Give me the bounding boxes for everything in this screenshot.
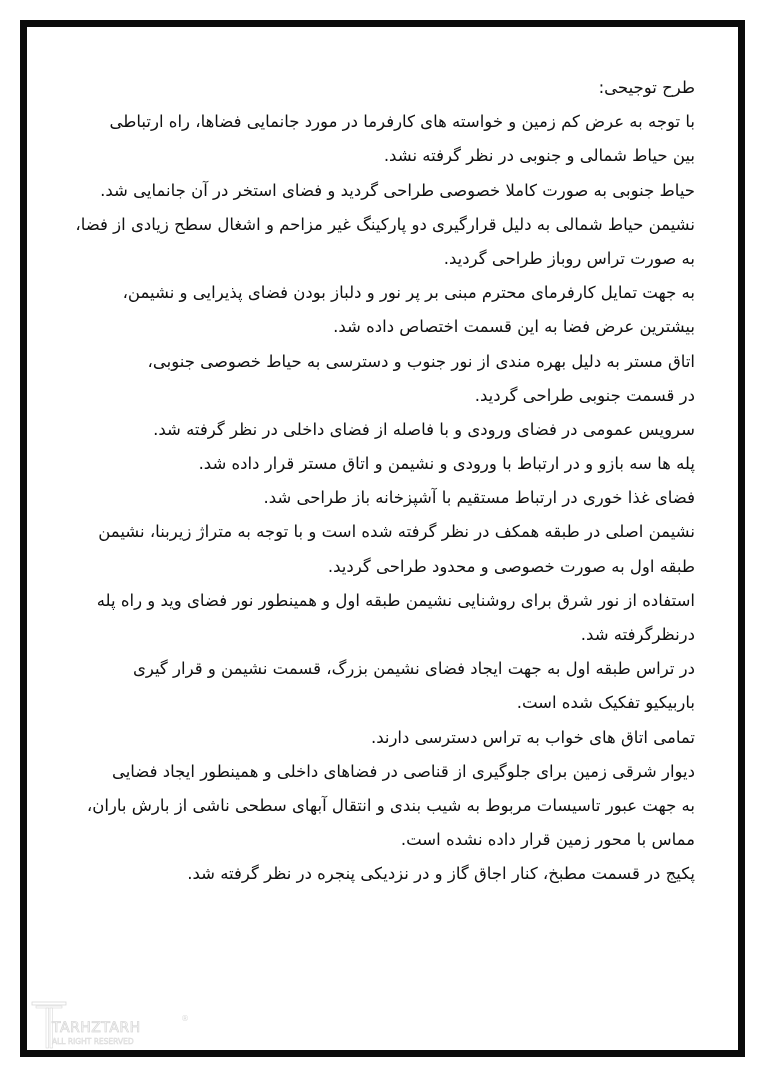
design-explanation-text <box>55 71 695 892</box>
text-line: بیشترین عرض فضا به این قسمت اختصاص داده شد. <box>333 317 695 337</box>
text-line: حیاط جنوبی به صورت کاملا خصوصی طراحی گردید و فضای استخر در آن جانمایی شد. <box>100 180 695 200</box>
text-line: فضای غذا خوری در ارتباط مستقیم با آشپزخانه باز طراحی شد. <box>263 488 695 508</box>
registered-mark: ® <box>181 1014 189 1023</box>
text-line: با توجه به عرض کم زمین و خواسته های کارفرما در مورد جانمایی فضاها، راه ارتباطی <box>109 112 695 132</box>
text-line: به جهت عبور تاسیسات مربوط به شیب بندی و انتقال آبهای سطحی ناشی از بارش باران، <box>86 795 695 815</box>
text-line: درنظرگرفته شد. <box>580 625 695 644</box>
text-line: به صورت تراس روباز طراحی گردید. <box>443 248 695 268</box>
heading-line: طرح توجیحی: <box>598 78 695 97</box>
text-line: در تراس طبقه اول به جهت ایجاد فضای نشیمن بزرگ، قسمت نشیمن و قرار گیری <box>132 659 695 679</box>
text-line: طبقه اول به صورت خصوصی و محدود طراحی گردید. <box>327 556 695 576</box>
text-line: پله ها سه بازو و در ارتباط با ورودی و نشیمن و اتاق مستر قرار داده شد. <box>198 454 695 474</box>
text-line: نشیمن حیاط شمالی به دلیل قرارگیری دو پارکینگ غیر مزاحم و اشغال سطح زیادی از فضا، <box>75 214 695 234</box>
text-line: به جهت تمایل کارفرمای محترم مبنی بر پر نور و دلباز بودن فضای پذیرایی و نشیمن، <box>122 283 695 303</box>
text-line: اتاق مستر به دلیل بهره مندی از نور جنوب و دسترسی به حیاط خصوصی جنوبی، <box>147 351 695 371</box>
text-line: دیوار شرقی زمین برای جلوگیری از قناصی در فضاهای داخلی و همینطور ایجاد فضایی <box>111 761 695 781</box>
text-line: نشیمن اصلی در طبقه همکف در نظر گرفته شده است و با توجه به متراژ زیربنا، نشیمن <box>98 522 695 542</box>
watermark-brand: TARHZTARH <box>52 1020 141 1036</box>
text-line: مماس با محور زمین قرار داده نشده است. <box>400 830 695 850</box>
text-line: استفاده از نور شرق برای روشنایی نشیمن طبقه اول و همینطور نور فضای وید و راه پله <box>96 590 695 610</box>
text-line: سرویس عمومی در فضای ورودی و با فاصله از فضای داخلی در نظر گرفته شد. <box>153 419 695 439</box>
text-line: پکیج در قسمت مطبخ، کنار اجاق گاز و در نزدیکی پنجره در نظر گرفته شد. <box>187 864 695 884</box>
text-line: در قسمت جنوبی طراحی گردید. <box>474 385 695 405</box>
text-line: بین حیاط شمالی و جنوبی در نظر گرفته نشد. <box>383 146 695 166</box>
text-line: باربیکیو تفکیک شده است. <box>516 693 695 713</box>
tarhztarh-watermark-logo <box>30 1000 190 1050</box>
watermark-tagline: ALL RIGHT RESERVED <box>52 1037 134 1046</box>
text-line: تمامی اتاق های خواب به تراس دسترسی دارند. <box>370 727 695 747</box>
